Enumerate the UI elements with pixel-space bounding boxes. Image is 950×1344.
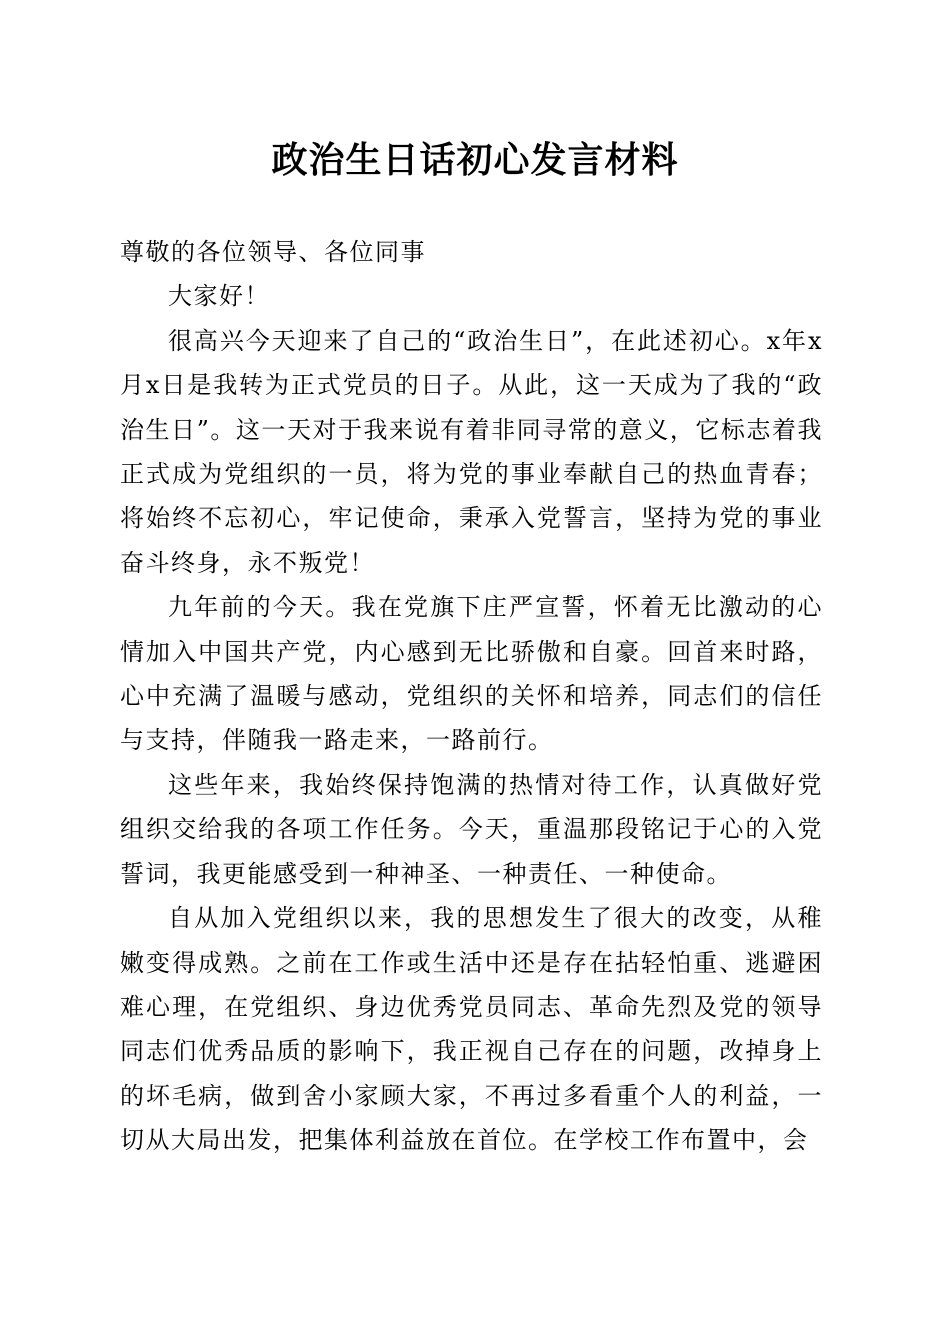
paragraph-3: 这些年来，我始终保持饱满的热情对待工作，认真做好党组织交给我的各项工作任务。今天，重温那段铭记于心的入党誓词，我更能感受到一种神圣、一种责任、一种使命。 bbox=[120, 770, 823, 888]
paragraph-1: 很高兴今天迎来了自己的“政治生日”，在此述初心。x年x月x日是我转为正式党员的日子。从此，这一天成为了我的“政治生日”。这一天对于我来说有着非同寻常的意义，它标志着我正式成为党组织的一员，将为党的事业奉献自己的热血青春；将始终不忘初心，牢记使命，秉承入党誓言，坚持为党的事业奋斗终身，永不叛党！ bbox=[120, 326, 823, 577]
paragraph-4: 自从加入党组织以来，我的思想发生了很大的改变，从稚嫩变得成熟。之前在工作或生活中还是存在拈轻怕重、逃避困难心理，在党组织、身边优秀党员同志、革命先烈及党的领导同志们优秀品质的影响下，我正视自己存在的问题，改掉身上的坏毛病，做到舍小家顾大家，不再过多看重个人的利益，一切从大局出发，把集体利益放在首位。在学校工作布置中，会 bbox=[120, 904, 823, 1155]
document-body bbox=[120, 230, 823, 1163]
salutation: 尊敬的各位领导、各位同事 bbox=[120, 238, 426, 266]
document-title: 政治生日话初心发言材料 bbox=[271, 139, 679, 181]
greeting: 大家好！ bbox=[168, 282, 270, 311]
paragraph-2: 九年前的今天。我在党旗下庄严宣誓，怀着无比激动的心情加入中国共产党，内心感到无比骄傲和自豪。回首来时路，心中充满了温暖与感动，党组织的关怀和培养，同志们的信任与支持，伴随我一路走来，一路前行。 bbox=[120, 593, 823, 755]
